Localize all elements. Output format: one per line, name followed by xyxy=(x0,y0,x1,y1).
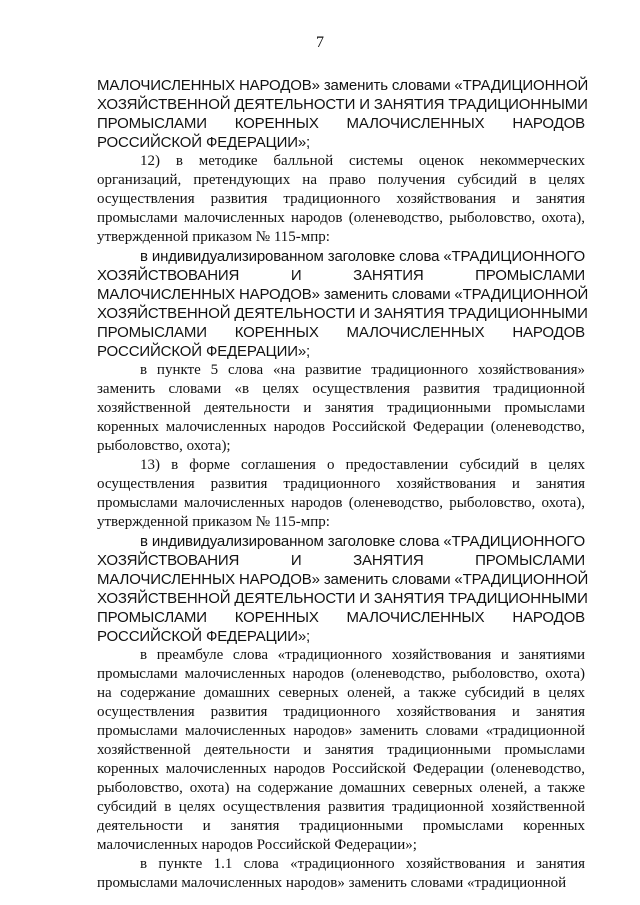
text-line: ПРОМЫСЛАМИ КОРЕННЫХ МАЛОЧИСЛЕННЫХ НАРОДОВ xyxy=(97,324,585,341)
text-line: деятельности и занятия традиционными промыслами коренных xyxy=(97,818,585,834)
text-line: хозяйственной деятельности и занятия традиционными промыслами xyxy=(97,742,585,758)
text-line: РОССИЙСКОЙ ФЕДЕРАЦИИ»; xyxy=(97,134,311,151)
text-line: хозяйственной деятельности и занятия традиционными промыслами xyxy=(97,400,585,416)
text-line: рыболовство, охота); xyxy=(97,438,231,454)
text-line: ХОЗЯЙСТВЕННОЙ ДЕЯТЕЛЬНОСТИ И ЗАНЯТИЯ ТРАДИЦИОННЫМИ xyxy=(97,305,588,322)
text-line: осуществления развития традиционного хозяйствования и занятия xyxy=(97,704,585,720)
text-line: промыслами малочисленных народов (оленеводство, рыболовство, охота), xyxy=(97,210,585,226)
text-line: промыслами малочисленных народов (оленеводство, рыболовство, охота), xyxy=(97,495,585,511)
text-line: ХОЗЯЙСТВОВАНИЯ И ЗАНЯТИЯ ПРОМЫСЛАМИ xyxy=(97,267,585,284)
text-line: МАЛОЧИСЛЕННЫХ НАРОДОВ» заменить словами «ТРАДИЦИОННОЙ xyxy=(97,286,589,303)
text-line: промыслами малочисленных народов (оленеводство, рыболовство, охота) xyxy=(97,666,585,682)
text-line: в преамбуле слова «традиционного хозяйствования и занятиями xyxy=(140,647,585,663)
text-line: рыболовство, охота) на содержание домашних северных оленей, а также xyxy=(97,780,585,796)
text-line: МАЛОЧИСЛЕННЫХ НАРОДОВ» заменить словами «ТРАДИЦИОННОЙ xyxy=(97,571,589,588)
text-line: ПРОМЫСЛАМИ КОРЕННЫХ МАЛОЧИСЛЕННЫХ НАРОДОВ xyxy=(97,609,585,626)
text-line: ХОЗЯЙСТВЕННОЙ ДЕЯТЕЛЬНОСТИ И ЗАНЯТИЯ ТРАДИЦИОННЫМИ xyxy=(97,590,588,607)
text-line: РОССИЙСКОЙ ФЕДЕРАЦИИ»; xyxy=(97,628,311,645)
text-line: РОССИЙСКОЙ ФЕДЕРАЦИИ»; xyxy=(97,343,311,360)
paragraph xyxy=(97,361,585,456)
paragraph xyxy=(97,646,585,855)
text-line: промыслами малочисленных народов» заменить словами «традиционной xyxy=(97,875,567,891)
text-line: в индивидуализированном заголовке слова «ТРАДИЦИОННОГО xyxy=(140,533,585,550)
paragraph xyxy=(97,152,585,247)
paragraph xyxy=(97,76,589,152)
text-line: на содержание домашних северных оленей, а также субсидий в целях xyxy=(97,685,585,701)
paragraph xyxy=(97,855,585,893)
text-line: ПРОМЫСЛАМИ КОРЕННЫХ МАЛОЧИСЛЕННЫХ НАРОДОВ xyxy=(97,115,585,132)
text-line: в пункте 5 слова «на развитие традиционного хозяйствования» xyxy=(140,362,585,378)
text-line: МАЛОЧИСЛЕННЫХ НАРОДОВ» заменить словами «ТРАДИЦИОННОЙ xyxy=(97,77,589,94)
paragraph xyxy=(97,532,589,646)
text-line: 13) в форме соглашения о предоставлении субсидий в целях xyxy=(140,457,585,473)
text-line: коренных малочисленных народов Российской Федерации (оленеводство, xyxy=(97,419,585,435)
text-line: утвержденной приказом № 115-мпр: xyxy=(97,229,330,245)
text-line: заменить словами «в целях осуществления развития традиционной xyxy=(97,381,585,397)
document-body xyxy=(97,76,589,893)
text-line: коренных малочисленных народов Российской Федерации (оленеводство, xyxy=(97,761,585,777)
text-line: осуществления развития традиционного хозяйствования и занятия xyxy=(97,191,585,207)
text-line: в пункте 1.1 слова «традиционного хозяйствования и занятия xyxy=(140,856,585,872)
text-line: утвержденной приказом № 115-мпр: xyxy=(97,514,330,530)
text-line: субсидий в целях осуществления развития традиционной хозяйственной xyxy=(97,799,585,815)
text-line: ХОЗЯЙСТВОВАНИЯ И ЗАНЯТИЯ ПРОМЫСЛАМИ xyxy=(97,552,585,569)
text-line: 12) в методике балльной системы оценок некоммерческих xyxy=(140,153,585,169)
text-line: малочисленных народов Российской Федерации»; xyxy=(97,837,417,853)
page-number: 7 xyxy=(316,34,324,51)
text-line: ХОЗЯЙСТВЕННОЙ ДЕЯТЕЛЬНОСТИ И ЗАНЯТИЯ ТРАДИЦИОННЫМИ xyxy=(97,96,588,113)
text-line: промыслами малочисленных народов» заменить словами «традиционной xyxy=(97,723,585,739)
text-line: в индивидуализированном заголовке слова «ТРАДИЦИОННОГО xyxy=(140,248,585,265)
text-line: организаций, претендующих на право получения субсидий в целях xyxy=(97,172,585,188)
paragraph xyxy=(97,456,585,532)
paragraph xyxy=(97,247,589,361)
text-line: осуществления развития традиционного хозяйствования и занятия xyxy=(97,476,585,492)
